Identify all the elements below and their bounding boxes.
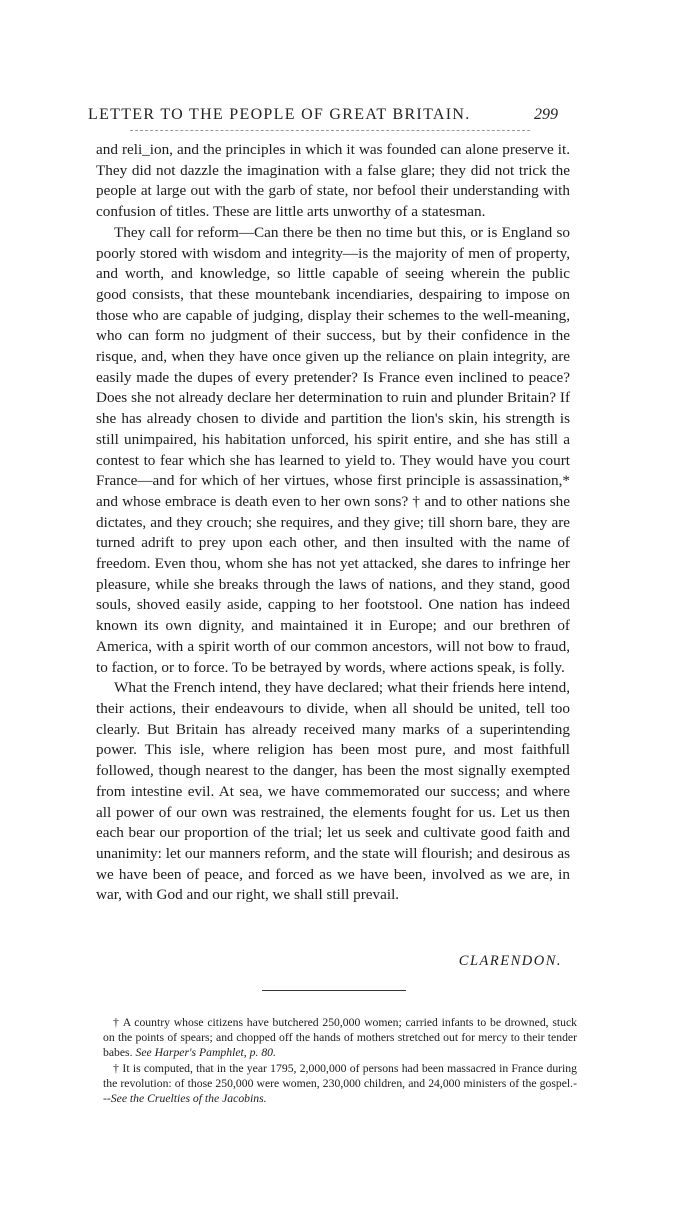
footnote-reference: See the Cruelties of the Jacobins. [110, 1092, 267, 1106]
footnote [103, 1061, 577, 1107]
paragraph-continuation: and reli_ion, and the principles in which it was founded can alone preserve it. They did not dazzle the imagination with a false glare; they did not trick the people at large out with the garb of state, nor befool their understanding with confusion of titles. These are little arts unworthy of a statesman. [96, 141, 570, 221]
footnote-rule [262, 990, 406, 991]
paragraph-reform: They call for reform—Can there be then no time but this, or is England so poorly stored with wisdom and integrity—is the majority of men of property, and worth, and knowledge, so little capable of seeing wherein the public good consists, that these mountebank incendiaries, despairing to impose on those who are capable of judging, display their schemes to the well-meaning, who can form no judgment of their success, but by their confidence in the risque, and, when they have once given up the reliance on plain integrity, are easily made the dupes of every pretender? Is France even inclined to peace? Does she not already declare her determination to ruin and plunder Britain? If she has already chosen to divide and partition the lion's skin, his strength is still unimpaired, his habitation unforced, his spirit entire, and she has still a contest to fear which she has learned to yield to. They would have you court France—and for which of her virtues, whose first principle is assassination,* and whose embrace is death even to her own sons? † and to other nations she dictates, and they crouch; she requires, and they give; till shorn bare, they are turned adrift to prey upon each other, and then insulted with the name of freedom. Even thou, whom she has not yet attacked, she dares to infringe her pleasure, while she breaks through the laws of nations, and they stand, good souls, shoved easily aside, capping to her footstool. One nation has indeed known its own dignity, and maintained it in Europe; and our brethren of America, with a spirit worth of our common ancestors, will not bow to fraud, to faction, or to force. To be betrayed by words, where actions speak, is folly. [96, 223, 570, 676]
letter-body [96, 140, 570, 906]
page-number: 299 [534, 106, 558, 123]
signature: CLARENDON. [458, 953, 562, 969]
footnote-text: † It is computed, that in the year 1795, 2,000,000 of persons had been massacred in France during the revolution: of those 250,000 were women, 230,000 children, and 24,000 ministers of the gospel.--- [103, 1061, 577, 1106]
footnote-text: † A country whose citizens have butchered 250,000 women; carried infants to be drowned, stuck on the points of spears; and chopped off the hands of mothers stretched out for mercy to their tender babes. [103, 1016, 577, 1060]
running-head: LETTER TO THE PEOPLE OF GREAT BRITAIN. [88, 106, 471, 123]
paragraph-french-intent: What the French intend, they have declared; what their friends here intend, their actions, their endeavours to divide, when all should be united, tell too clearly. But Britain has already received many marks of a superintending power. This isle, where religion has been most pure, and most faithfull followed, though nearest to the danger, has been the most signally exempted from intestine evil. At sea, we have commemorated our success; and where all power of our own was restrained, the elements fought for us. Let us then each bear our proportion of the trial; let us seek and cultivate good faith and unanimity: let our manners reform, and the state will flourish; and desirous as we have been of peace, and forced as we have been, involved as we are, in war, with God and our right, we shall still prevail. [96, 679, 570, 904]
footnotes [103, 1015, 577, 1106]
footnote [103, 1015, 577, 1061]
footnote-reference: See Harper's Pamphlet, p. 80. [135, 1046, 276, 1060]
page-header [0, 102, 690, 132]
header-rule [130, 130, 530, 131]
